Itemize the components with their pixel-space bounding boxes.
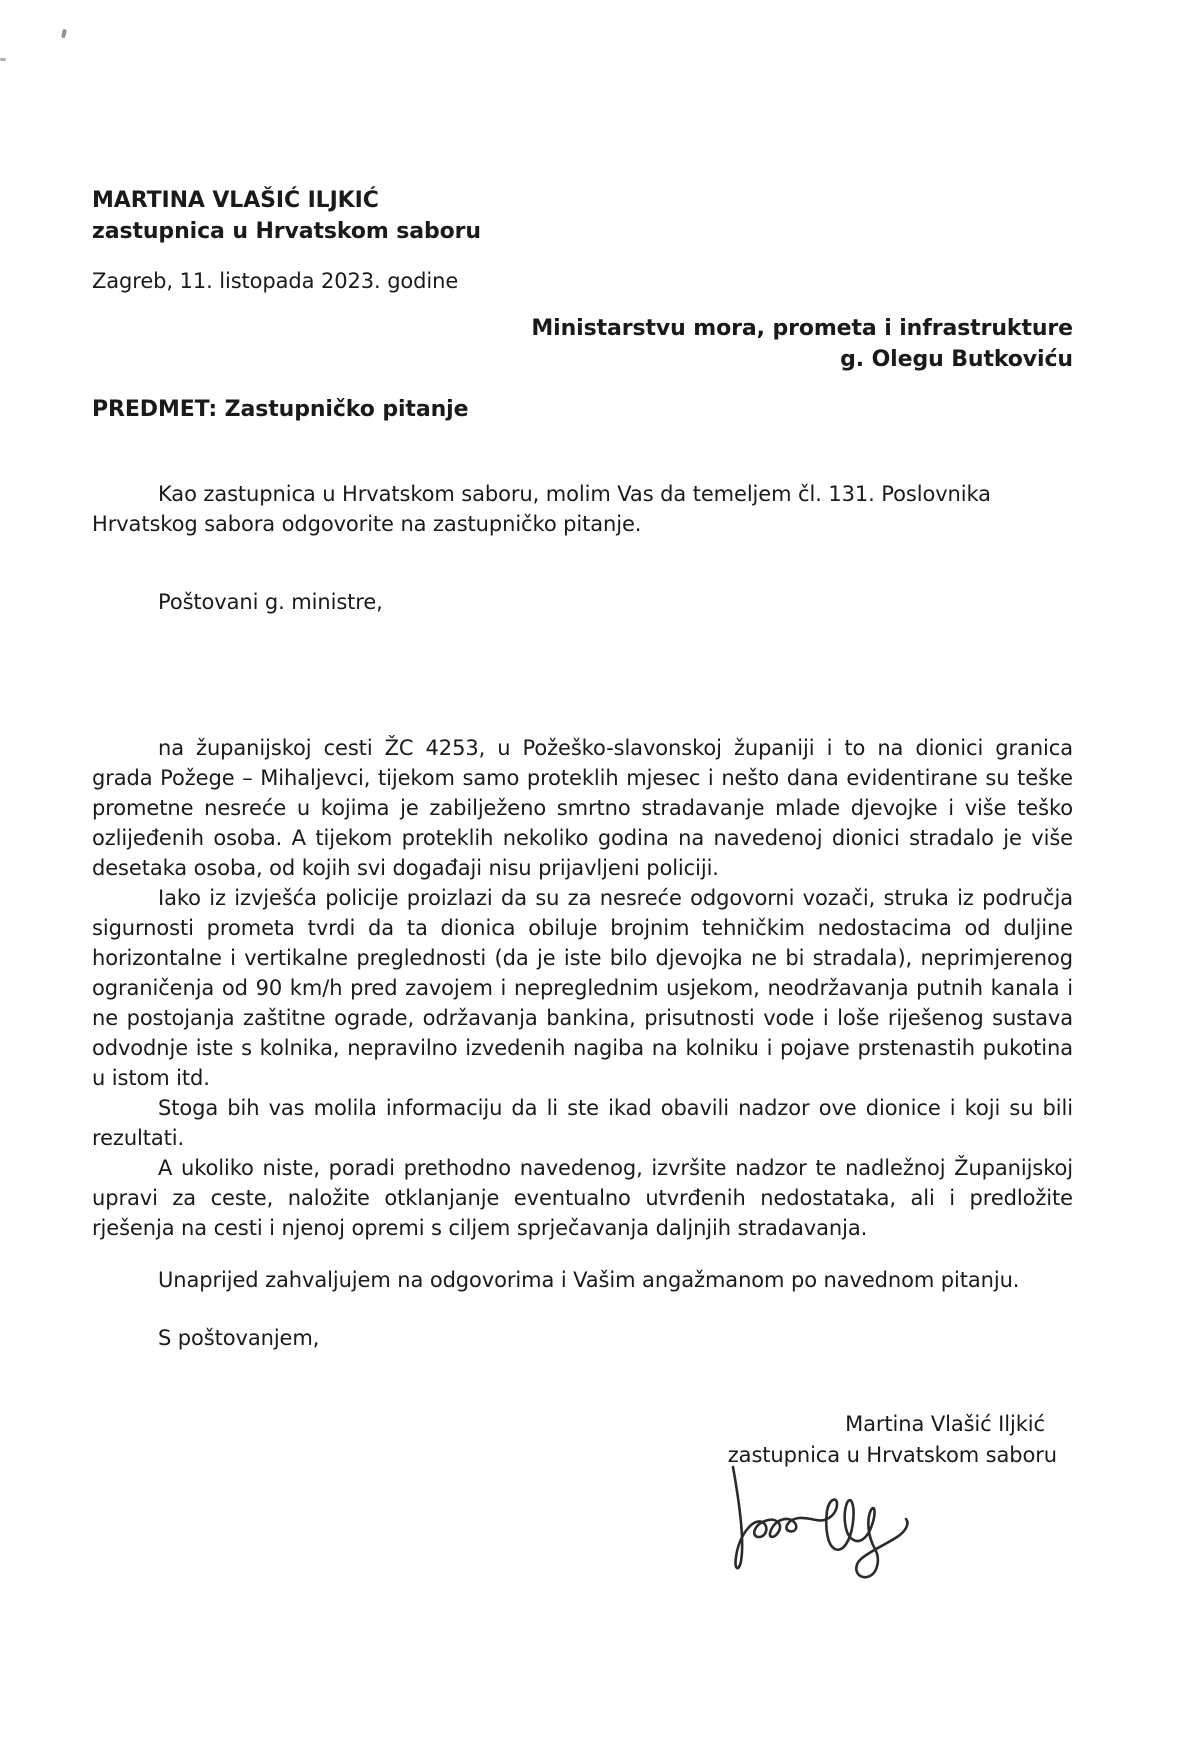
sender-block [92, 185, 1073, 296]
thanks-paragraph: Unaprijed zahvaljujem na odgovorima i Vašim angažmanom po navednom pitanju. [158, 1268, 1020, 1292]
body-paragraph: na županijskoj cesti ŽC 4253, u Požeško-slavonskoj županiji i to na dionici granica grada Požege – Mihaljevci, tijekom samo proteklih mjesec i nešto dana evidentirane su teške prometne nesreće u kojima je zabilježeno smrtno stradavanje mlade djevojke i više teško ozlijeđenih osoba. A tijekom proteklih nekoliko godina na navedenoj dionici stradalo je više desetaka osoba, od kojih svi događaji nisu prijavljeni policiji. [92, 736, 1073, 880]
intro-paragraph: Kao zastupnica u Hrvatskom saboru, molim Vas da temeljem čl. 131. Poslovnika Hrvatskog sabora odgovorite na zastupničko pitanje. [92, 482, 991, 536]
handwritten-signature [725, 1461, 925, 1591]
signature-name: Martina Vlašić Iljkić [845, 1412, 1045, 1436]
scan-artifact [0, 58, 6, 61]
sender-title: zastupnica u Hrvatskom saboru [92, 219, 481, 244]
letter-content [92, 0, 1073, 1471]
addressee-minister: g. Olegu Butkoviću [840, 347, 1073, 372]
letter-body [92, 733, 1073, 1243]
closing-salutation: S poštovanjem, [158, 1326, 320, 1350]
subject-line: PREDMET: Zastupničko pitanje [92, 397, 469, 422]
dateline: Zagreb, 11. listopada 2023. godine [92, 269, 459, 293]
signature-block [92, 1409, 1073, 1471]
addressee-block [92, 313, 1073, 375]
salutation: Poštovani g. ministre, [158, 590, 383, 614]
signature-title: zastupnica u Hrvatskom saboru [727, 1443, 1057, 1467]
body-paragraph: Stoga bih vas molila informaciju da li ste ikad obavili nadzor ove dionice i koji su bili rezultati. [92, 1096, 1073, 1150]
body-paragraph: Iako iz izvješća policije proizlazi da su za nesreće odgovorni vozači, struka iz područja sigurnosti prometa tvrdi da ta dionica obiluje brojnim tehničkim nedostacima od duljine horizontalne i vertikalne preglednosti (da je iste bilo djevojka ne bi stradala), neprimjerenog ograničenja od 90 km/h pred zavojem i nepreglednim usjekom, neodržavanja putnih kanala i ne postojanja zaštitne ograde, održavanja bankina, prisutnosti vode i loše riješenog sustava odvodnje iste s kolnika, nepravilno izvedenih nagiba na kolniku i pojave prstenastih pukotina u istom itd. [92, 886, 1073, 1090]
addressee-ministry: Ministarstvu mora, prometa i infrastrukture [531, 316, 1073, 341]
body-paragraph: A ukoliko niste, poradi prethodno navedenog, izvršite nadzor te nadležnoj Županijskoj upravi za ceste, naložite otklanjanje eventualno utvrđenih nedostataka, ali i predložite rješenja na cesti i njenoj opremi s ciljem sprječavanja daljnjih stradavanja. [92, 1156, 1073, 1240]
sender-name: MARTINA VLAŠIĆ ILJKIĆ [92, 188, 379, 213]
scan-artifact [61, 29, 67, 39]
